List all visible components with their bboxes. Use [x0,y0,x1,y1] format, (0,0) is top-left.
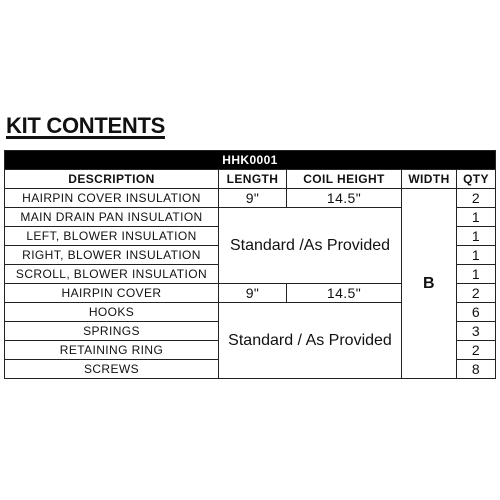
header-description: DESCRIPTION [5,170,219,189]
row-description: HAIRPIN COVER [5,284,219,303]
table-row [5,189,496,208]
row-qty: 1 [457,208,496,227]
row-qty: 6 [457,303,496,322]
row-qty: 3 [457,322,496,341]
header-length: LENGTH [219,170,287,189]
row-qty: 2 [457,189,496,208]
width-value: B [402,189,457,379]
kit-contents-heading: KIT CONTENTS [6,113,165,138]
row-description: HAIRPIN COVER INSULATION [5,189,219,208]
row-description: RIGHT, BLOWER INSULATION [5,246,219,265]
row-description: RETAINING RING [5,341,219,360]
row-description: HOOKS [5,303,219,322]
kit-part-number: HHK0001 [5,151,496,170]
header-coil-height: COIL HEIGHT [287,170,402,189]
row-description: SCREWS [5,360,219,379]
row-qty: 8 [457,360,496,379]
merged-length-coil-text: Standard / As Provided [219,303,402,379]
table-title-row [5,151,496,170]
header-row [5,170,496,189]
row-qty: 1 [457,246,496,265]
row-qty: 2 [457,341,496,360]
merged-length-coil-text: Standard /As Provided [219,208,402,284]
row-description: SCROLL, BLOWER INSULATION [5,265,219,284]
row-length: 9" [219,284,287,303]
row-description: LEFT, BLOWER INSULATION [5,227,219,246]
row-description: MAIN DRAIN PAN INSULATION [5,208,219,227]
row-coil-height: 14.5" [287,189,402,208]
header-qty: QTY [457,170,496,189]
row-coil-height: 14.5" [287,284,402,303]
row-qty: 1 [457,227,496,246]
kit-contents-table [4,150,496,379]
row-length: 9" [219,189,287,208]
row-qty: 2 [457,284,496,303]
header-width: WIDTH [402,170,457,189]
row-qty: 1 [457,265,496,284]
row-description: SPRINGS [5,322,219,341]
